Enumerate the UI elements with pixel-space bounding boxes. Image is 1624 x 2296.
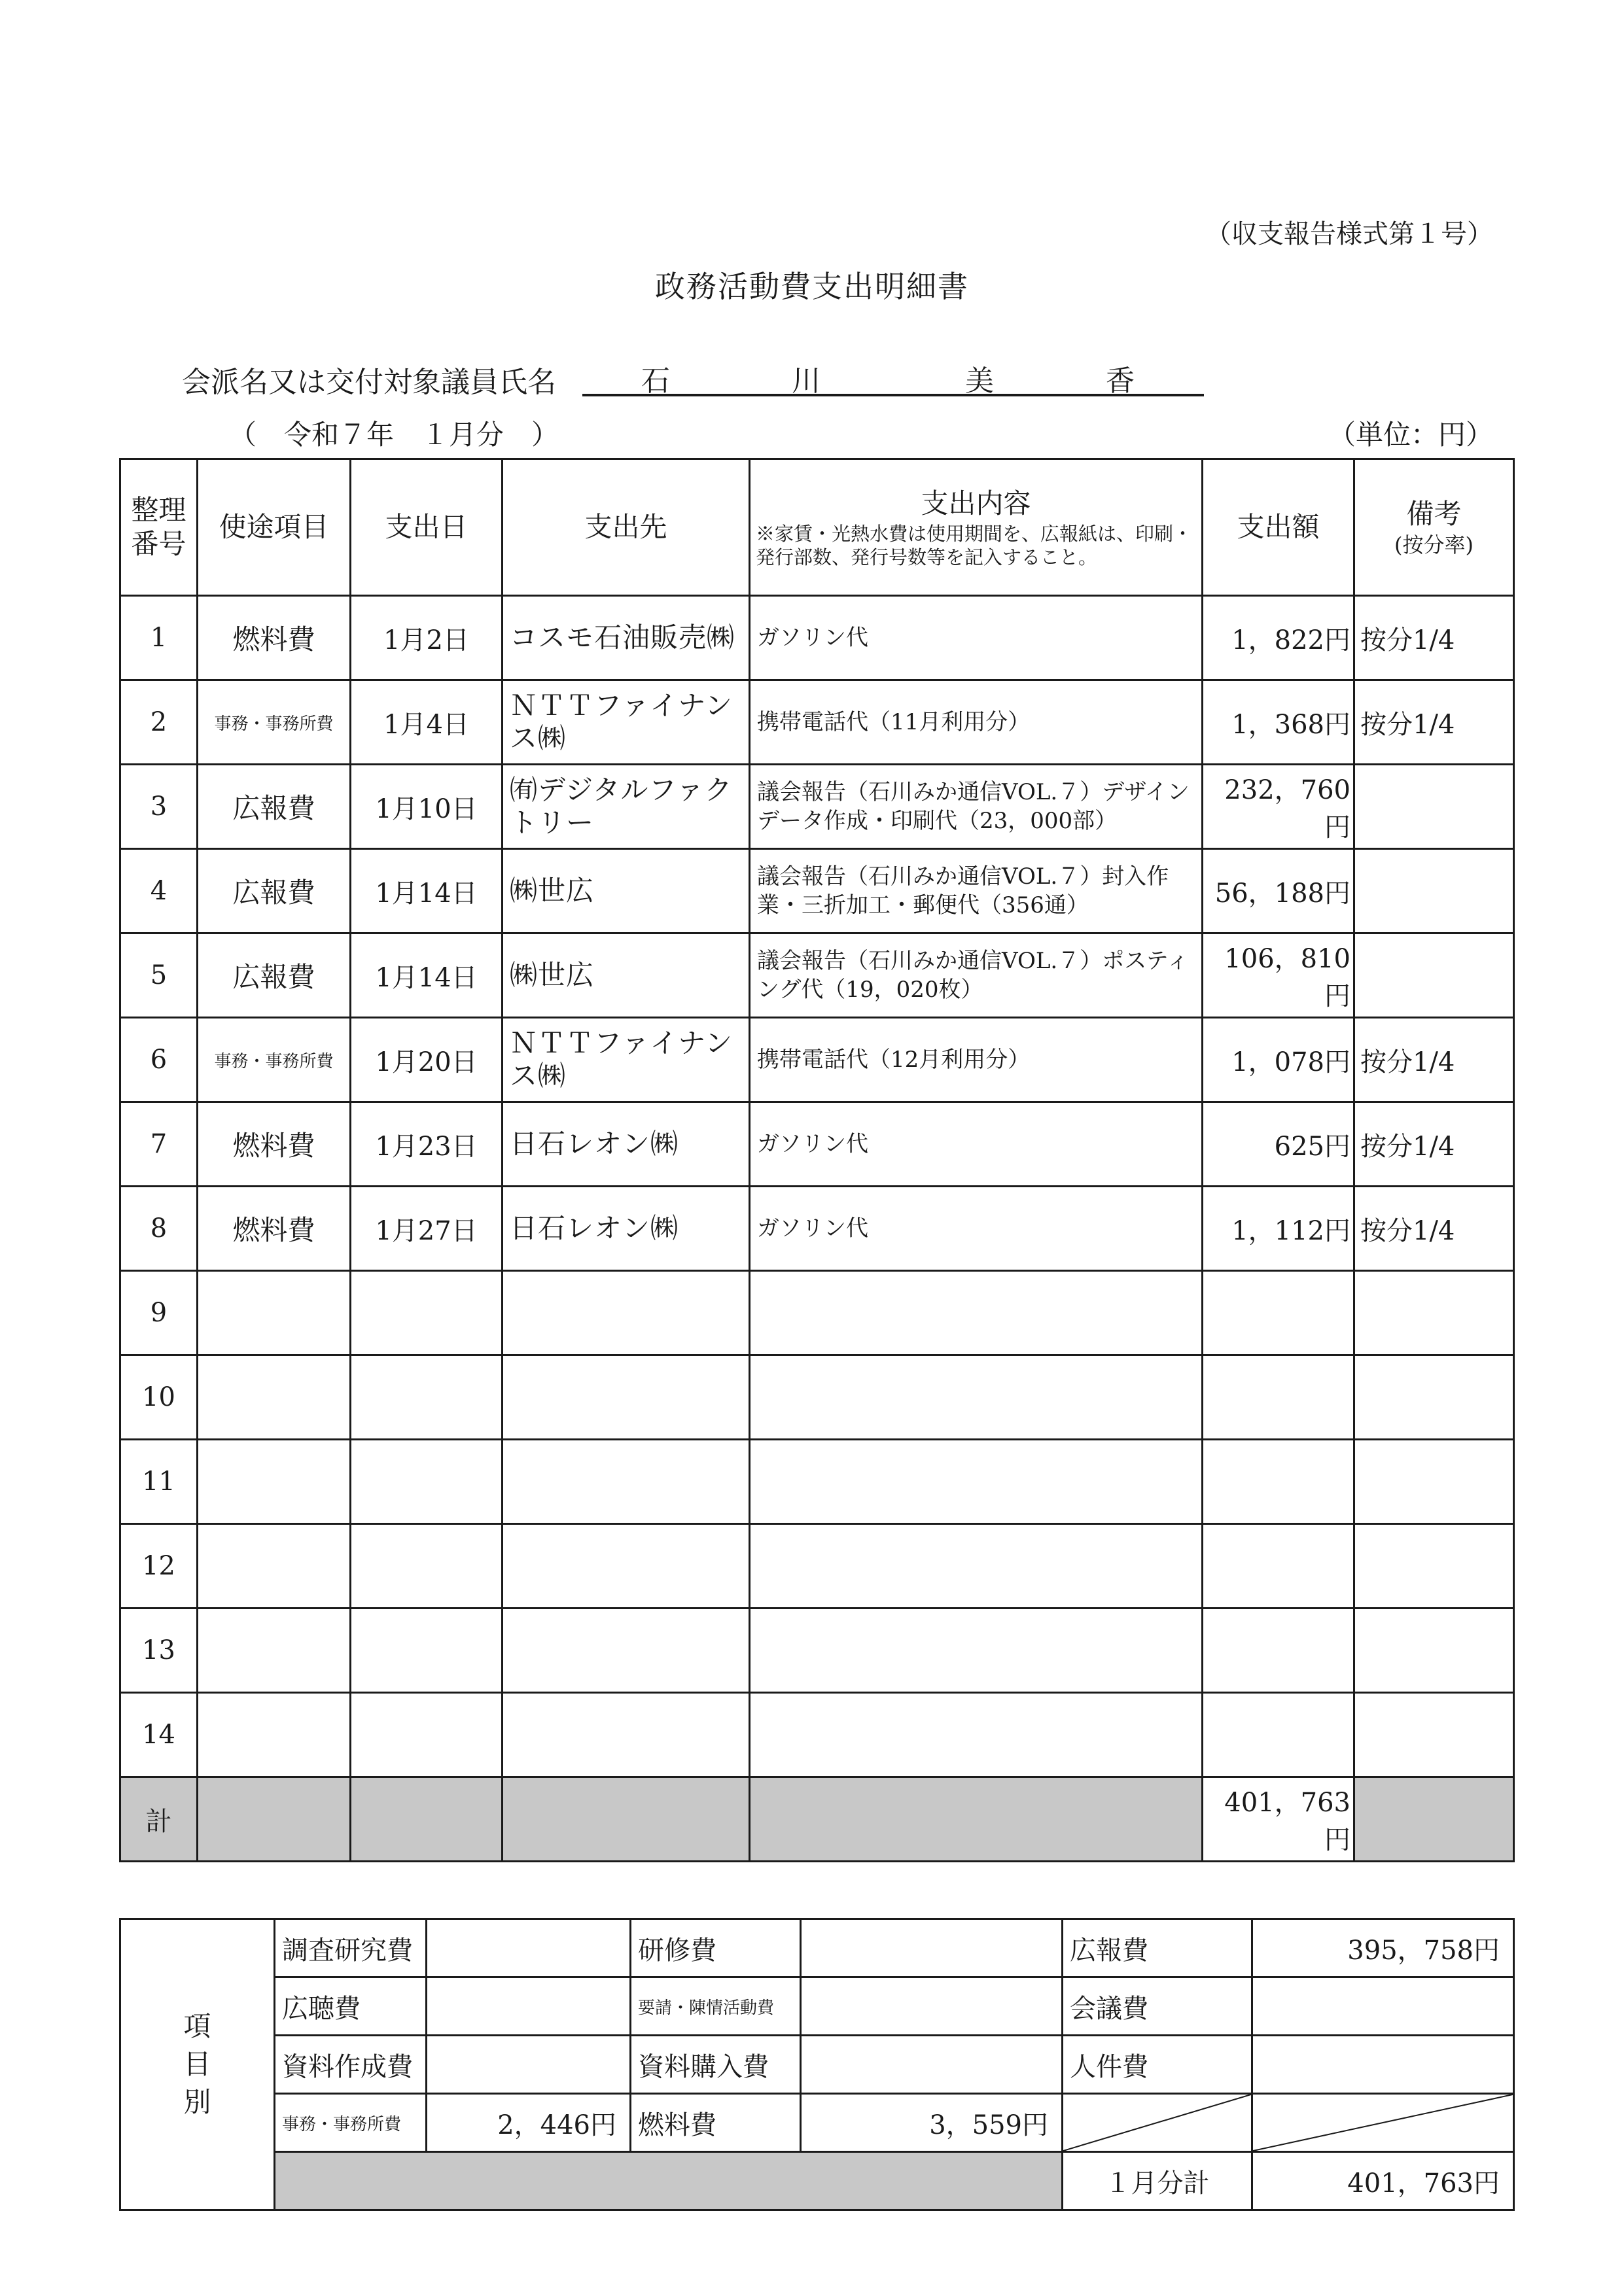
total-blank <box>1354 1777 1514 1862</box>
summary-gray-band <box>275 2152 1063 2210</box>
row-no: 14 <box>120 1693 198 1777</box>
row-date: 1月20日 <box>351 1018 503 1102</box>
row-remarks: 按分1/4 <box>1354 1187 1514 1271</box>
row-remarks: 按分1/4 <box>1354 680 1514 765</box>
row-date: 1月14日 <box>351 933 503 1018</box>
row-content <box>750 1440 1203 1524</box>
row-amount: 1，822円 <box>1203 596 1354 680</box>
header-content-title: 支出内容 <box>921 487 1031 519</box>
expense-table <box>119 458 1515 1862</box>
category-summary-table <box>119 1918 1515 2211</box>
row-no: 9 <box>120 1271 198 1355</box>
fuel-label: 燃料費 <box>631 2094 801 2152</box>
row-date <box>351 1355 503 1440</box>
header-no: 整理番号 <box>120 459 198 596</box>
row-no: 4 <box>120 849 198 933</box>
hearing-value <box>427 1977 631 2036</box>
row-date: 1月14日 <box>351 849 503 933</box>
row-payee <box>503 1271 750 1355</box>
period: （ 令和７年 １月分 ） <box>229 419 559 451</box>
row-no: 2 <box>120 680 198 765</box>
total-blank <box>351 1777 503 1862</box>
research-label: 調査研究費 <box>275 1919 427 1977</box>
header-remarks-sub: (按分率) <box>1394 532 1474 557</box>
row-content <box>750 1609 1203 1693</box>
row-payee: 日石レオン㈱ <box>503 1102 750 1187</box>
row-content <box>750 1271 1203 1355</box>
expense-row <box>120 1355 1514 1440</box>
meeting-value <box>1252 1977 1514 2036</box>
office-value: 2，446円 <box>427 2094 631 2152</box>
document-title: 政務活動費支出明細書 <box>655 269 969 304</box>
header-payee: 支出先 <box>503 459 750 596</box>
diagonal-line <box>1253 2095 1513 2151</box>
row-payee: ㈲デジタルファクトリー <box>503 765 750 849</box>
expense-row <box>120 1693 1514 1777</box>
row-remarks: 按分1/4 <box>1354 1018 1514 1102</box>
expense-row <box>120 680 1514 765</box>
row-amount <box>1203 1609 1354 1693</box>
row-date: 1月23日 <box>351 1102 503 1187</box>
row-amount <box>1203 1524 1354 1609</box>
documents-making-label: 資料作成費 <box>275 2036 427 2094</box>
header-date: 支出日 <box>351 459 503 596</box>
research-value <box>427 1919 631 1977</box>
row-payee: ㈱世広 <box>503 849 750 933</box>
expense-row <box>120 765 1514 849</box>
row-category: 広報費 <box>198 765 351 849</box>
row-content <box>750 1524 1203 1609</box>
row-category: 燃料費 <box>198 596 351 680</box>
row-category: 広報費 <box>198 849 351 933</box>
pr-value: 395，758円 <box>1252 1919 1514 1977</box>
row-payee: コスモ石油販売㈱ <box>503 596 750 680</box>
header-remarks <box>1354 459 1514 596</box>
meeting-label: 会議費 <box>1063 1977 1252 2036</box>
training-value <box>801 1919 1063 1977</box>
summary-row <box>120 2094 1514 2152</box>
summary-row <box>120 2036 1514 2094</box>
row-content: ガソリン代 <box>750 596 1203 680</box>
row-date: 1月4日 <box>351 680 503 765</box>
summary-row <box>120 2152 1514 2210</box>
row-remarks <box>1354 849 1514 933</box>
row-amount: 232，760円 <box>1203 765 1354 849</box>
row-remarks <box>1354 933 1514 1018</box>
row-content: ガソリン代 <box>750 1102 1203 1187</box>
summary-side-label <box>120 1919 275 2210</box>
header-remarks-title: 備考 <box>1406 498 1462 530</box>
row-category <box>198 1271 351 1355</box>
month-total-label: １月分計 <box>1063 2152 1252 2210</box>
row-amount <box>1203 1693 1354 1777</box>
row-amount: 1，368円 <box>1203 680 1354 765</box>
header-category: 使途項目 <box>198 459 351 596</box>
row-payee <box>503 1693 750 1777</box>
row-payee: ＮＴＴファイナンス㈱ <box>503 1018 750 1102</box>
row-payee <box>503 1440 750 1524</box>
row-no: 7 <box>120 1102 198 1187</box>
name-char-2: 川 <box>792 364 821 398</box>
row-category <box>198 1524 351 1609</box>
expense-row <box>120 933 1514 1018</box>
month-total-value: 401，763円 <box>1252 2152 1514 2210</box>
row-content: 携帯電話代（12月利用分） <box>750 1018 1203 1102</box>
row-category: 事務・事務所費 <box>198 1018 351 1102</box>
row-no: 10 <box>120 1355 198 1440</box>
row-date <box>351 1271 503 1355</box>
side-char: 別 <box>183 2086 211 2118</box>
diagonal-cell <box>1252 2094 1514 2152</box>
row-date: 1月2日 <box>351 596 503 680</box>
header-amount: 支出額 <box>1203 459 1354 596</box>
total-row <box>120 1777 1514 1862</box>
row-content <box>750 1355 1203 1440</box>
training-label: 研修費 <box>631 1919 801 1977</box>
total-blank <box>503 1777 750 1862</box>
fuel-value: 3，559円 <box>801 2094 1063 2152</box>
office-label: 事務・事務所費 <box>275 2094 427 2152</box>
header-row <box>120 459 1514 596</box>
row-no: 13 <box>120 1609 198 1693</box>
row-amount: 106，810円 <box>1203 933 1354 1018</box>
row-remarks <box>1354 1609 1514 1693</box>
row-category: 広報費 <box>198 933 351 1018</box>
row-amount <box>1203 1440 1354 1524</box>
form-number: （収支報告様式第１号） <box>1205 219 1493 249</box>
expense-row <box>120 1271 1514 1355</box>
row-date: 1月27日 <box>351 1187 503 1271</box>
expense-row <box>120 1524 1514 1609</box>
row-remarks: 按分1/4 <box>1354 596 1514 680</box>
row-payee: 日石レオン㈱ <box>503 1187 750 1271</box>
row-payee: ＮＴＴファイナンス㈱ <box>503 680 750 765</box>
pr-label: 広報費 <box>1063 1919 1252 1977</box>
documents-purchase-value <box>801 2036 1063 2094</box>
row-payee: ㈱世広 <box>503 933 750 1018</box>
row-no: 6 <box>120 1018 198 1102</box>
row-date <box>351 1524 503 1609</box>
row-no: 12 <box>120 1524 198 1609</box>
header-content <box>750 459 1203 596</box>
row-payee <box>503 1524 750 1609</box>
name-char-3: 美 <box>965 364 994 398</box>
row-date <box>351 1693 503 1777</box>
row-content <box>750 1693 1203 1777</box>
total-blank <box>750 1777 1203 1862</box>
row-no: 11 <box>120 1440 198 1524</box>
expense-row <box>120 1440 1514 1524</box>
row-remarks <box>1354 1440 1514 1524</box>
row-no: 1 <box>120 596 198 680</box>
row-content: ガソリン代 <box>750 1187 1203 1271</box>
row-amount: 1，078円 <box>1203 1018 1354 1102</box>
personnel-value <box>1252 2036 1514 2094</box>
row-category: 燃料費 <box>198 1187 351 1271</box>
expense-row <box>120 596 1514 680</box>
row-payee <box>503 1609 750 1693</box>
summary-row <box>120 1919 1514 1977</box>
row-remarks <box>1354 1355 1514 1440</box>
petition-label: 要請・陳情活動費 <box>631 1977 801 2036</box>
expense-row <box>120 1102 1514 1187</box>
hearing-label: 広聴費 <box>275 1977 427 2036</box>
row-remarks: 按分1/4 <box>1354 1102 1514 1187</box>
personnel-label: 人件費 <box>1063 2036 1252 2094</box>
row-content: 携帯電話代（11月利用分） <box>750 680 1203 765</box>
diagonal-cell <box>1063 2094 1252 2152</box>
total-blank <box>198 1777 351 1862</box>
row-date: 1月10日 <box>351 765 503 849</box>
row-amount <box>1203 1355 1354 1440</box>
row-no: 3 <box>120 765 198 849</box>
name-label: 会派名又は交付対象議員氏名 <box>182 366 556 399</box>
row-category <box>198 1693 351 1777</box>
expense-row <box>120 849 1514 933</box>
total-label: 計 <box>120 1777 198 1862</box>
row-content: 議会報告（石川みか通信VOL.７）デザインデータ作成・印刷代（23，000部） <box>750 765 1203 849</box>
row-category <box>198 1355 351 1440</box>
unit-label: （単位：円） <box>1328 419 1493 451</box>
documents-purchase-label: 資料購入費 <box>631 2036 801 2094</box>
member-name <box>582 357 1204 396</box>
documents-making-value <box>427 2036 631 2094</box>
row-content: 議会報告（石川みか通信VOL.７）ポスティング代（19，020枚） <box>750 933 1203 1018</box>
row-category <box>198 1440 351 1524</box>
header-content-note: ※家賃・光熱水費は使用期間を、広報紙は、印刷・発行部数、発行号数等を記入すること。 <box>756 523 1193 568</box>
row-category <box>198 1609 351 1693</box>
name-char-4: 香 <box>1106 364 1135 398</box>
row-content: 議会報告（石川みか通信VOL.７）封入作業・三折加工・郵便代（356通） <box>750 849 1203 933</box>
row-date <box>351 1609 503 1693</box>
summary-row <box>120 1977 1514 2036</box>
petition-value <box>801 1977 1063 2036</box>
expense-row <box>120 1187 1514 1271</box>
name-char-1: 石 <box>641 364 670 398</box>
row-no: 8 <box>120 1187 198 1271</box>
side-char: 項 <box>183 2010 211 2042</box>
row-remarks <box>1354 1271 1514 1355</box>
expense-row <box>120 1609 1514 1693</box>
row-amount: 56，188円 <box>1203 849 1354 933</box>
row-remarks <box>1354 1524 1514 1609</box>
row-amount <box>1203 1271 1354 1355</box>
row-category: 事務・事務所費 <box>198 680 351 765</box>
diagonal-line <box>1063 2095 1251 2151</box>
total-amount: 401，763円 <box>1203 1777 1354 1862</box>
side-char: 目 <box>183 2048 211 2080</box>
row-amount: 1，112円 <box>1203 1187 1354 1271</box>
row-date <box>351 1440 503 1524</box>
row-no: 5 <box>120 933 198 1018</box>
row-category: 燃料費 <box>198 1102 351 1187</box>
row-payee <box>503 1355 750 1440</box>
row-amount: 625円 <box>1203 1102 1354 1187</box>
row-remarks <box>1354 1693 1514 1777</box>
expense-row <box>120 1018 1514 1102</box>
row-remarks <box>1354 765 1514 849</box>
